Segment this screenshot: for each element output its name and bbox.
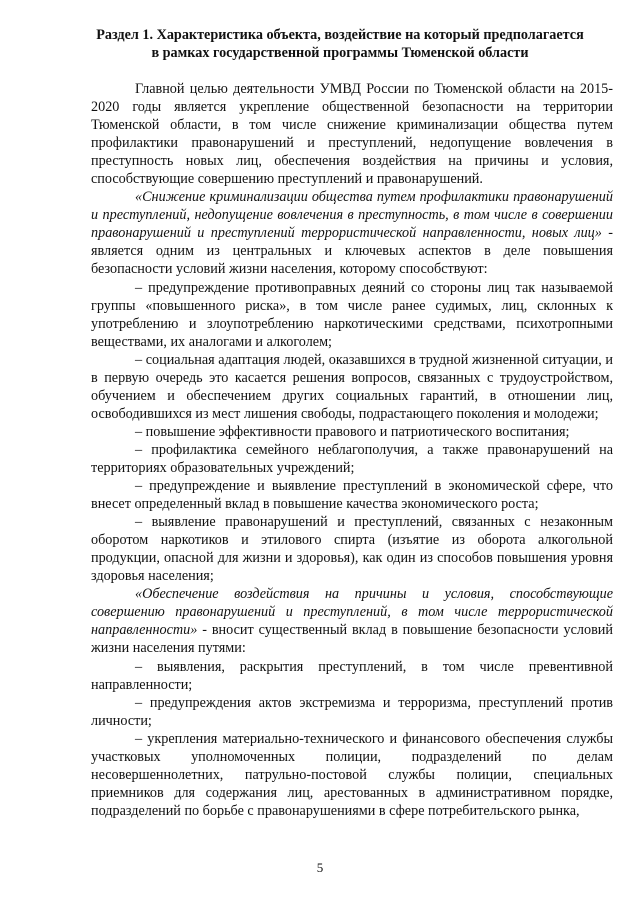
section-heading <box>60 27 620 62</box>
list-item: – предупреждение противоправных деяний со стороны лиц так называемой группы «повышенного риска», в том числе ранее судимых, лиц, склонных к употреблению и злоупотреблению наркотическими средствами, психотропными веществами, их аналогами и алкоголем; <box>91 279 613 350</box>
paragraph-emphasized <box>91 188 613 278</box>
list-item: – социальная адаптация людей, оказавшихся в трудной жизненной ситуации, и в первую очередь это касается решения вопросов, связанных с трудоустройством, обучением и обеспечением других социальных гарантий, в отношении лиц, освободившихся из мест лишения свободы, подрастающего поколения и молодежи; <box>91 351 613 422</box>
list-item: – повышение эффективности правового и патриотического воспитания; <box>135 423 570 440</box>
emphasized-phrase: «Снижение криминализации общества путем профилактики правонарушений и преступлений, недопущение вовлечения в преступность, в том числе в совершении правонарушений и преступлений террористической направленности, новых лиц» <box>91 189 613 242</box>
emphasized-phrase: «Обеспечение воздействия на причины и условия, способствующие совершению правонарушений и преступлений, в том числе террористической направленности» <box>91 586 613 639</box>
list-item: – выявления, раскрытия преступлений, в том числе превентивной направленности; <box>91 658 613 693</box>
paragraph-text: - является одним из центральных и ключевых аспектов в деле повышения безопасности условий жизни населения, которому способствуют: <box>91 225 613 278</box>
section-heading-line-1: Раздел 1. Характеристика объекта, воздействие на который предполагается <box>96 27 584 43</box>
page-number: 5 <box>316 860 324 875</box>
paragraph-emphasized <box>91 585 613 657</box>
paragraph-text: - вносит существенный вклад в повышение безопасности условий жизни населения путями: <box>91 622 613 657</box>
list-item: – предупреждения актов экстремизма и терроризма, преступлений против личности; <box>91 694 613 729</box>
list-item: – профилактика семейного неблагополучия, а также правонарушений на территориях образовательных учреждений; <box>91 441 613 476</box>
list-item: – выявление правонарушений и преступлений, связанных с незаконным оборотом наркотиков и этилового спирта (изъятие из оборота алкогольной продукции, опасной для жизни и здоровья), как один из способов повышения уровня здоровья населения; <box>91 514 613 585</box>
paragraph: Главной целью деятельности УМВД России по Тюменской области на 2015-2020 годы является укрепление общественной безопасности на территории Тюменской области, в том числе снижение криминализации общества путем профилактики правонарушений и преступлений, недопущение вовлечения в преступность новых лиц, обеспечения воздействия на причины и условия, способствующие совершению преступлений и правонарушений. <box>91 81 613 188</box>
list-item: – укрепления материально-технического и финансового обеспечения службы участковых уполномоченных полиции, подразделений по делам несовершеннолетних, патрульно-постовой службы полиции, специальных приемников для содержания лиц, арестованных в административном порядке, подразделений по борьбе с правонарушениями в сфере потребительского рынка, <box>91 730 613 819</box>
body-text <box>91 80 613 820</box>
section-heading-line-2: в рамках государственной программы Тюменской области <box>151 44 529 61</box>
list-item: – предупреждение и выявление преступлений в экономической сфере, что внесет определенный вклад в повышение качества экономического роста; <box>91 478 613 513</box>
